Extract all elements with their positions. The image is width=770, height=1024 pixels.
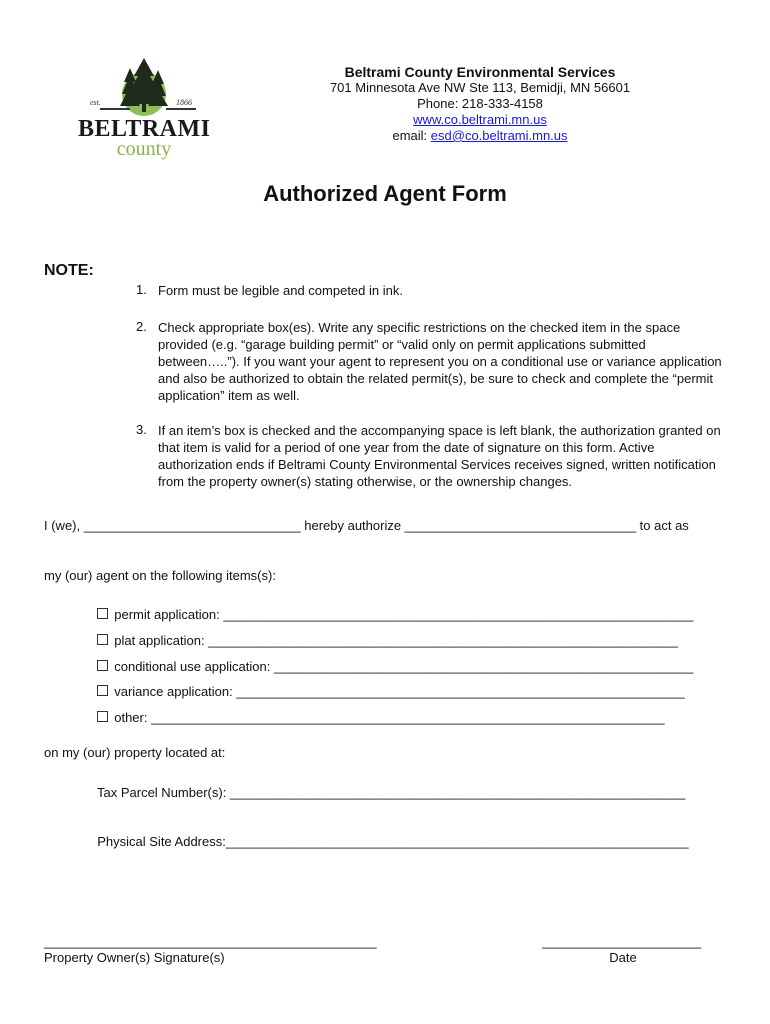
item-blank[interactable]: ______________________________________________________________ bbox=[236, 684, 685, 699]
email-link[interactable]: esd@co.beltrami.mn.us bbox=[430, 128, 568, 143]
item-label: conditional use application: bbox=[114, 659, 274, 674]
signature-label: Property Owner(s) Signature(s) bbox=[44, 950, 225, 965]
item-blank[interactable]: _________________________________________________________________ bbox=[208, 633, 679, 648]
site-address-row[interactable] bbox=[90, 819, 689, 849]
website-link[interactable]: www.co.beltrami.mn.us bbox=[413, 112, 547, 127]
item-label: plat application: bbox=[114, 633, 209, 648]
property-intro: on my (our) property located at: bbox=[44, 745, 226, 760]
date-field[interactable]: ______________________ bbox=[542, 934, 702, 949]
header-block bbox=[300, 64, 660, 144]
tax-parcel-field[interactable]: _______________________________________________________________ bbox=[229, 785, 686, 800]
checkbox-icon[interactable] bbox=[97, 711, 108, 722]
note-3-text: If an item’s box is checked and the accompanying space is left blank, the authorization granted on that item is valid for a period of one year from the date of signature on this form. Active authorization ends if Beltrami County Environmental Services receives signed, written notification from the property owner(s) stating otherwise, or the ownership changes. bbox=[158, 423, 721, 489]
item-label: other: bbox=[114, 710, 152, 725]
authorize-line[interactable]: I (we), ______________________________ hereby authorize ________________________________ to act as bbox=[44, 518, 689, 533]
site-address-label: Physical Site Address: bbox=[97, 834, 226, 849]
tax-parcel-row[interactable] bbox=[90, 770, 685, 800]
org-phone: Phone: 218-333-4158 bbox=[417, 96, 543, 111]
signature-field[interactable]: ______________________________________________ bbox=[44, 934, 377, 949]
site-address-field[interactable]: ________________________________________________________________ bbox=[225, 834, 689, 849]
item-label: permit application: bbox=[114, 607, 224, 622]
tax-parcel-label: Tax Parcel Number(s): bbox=[97, 785, 230, 800]
item-label: variance application: bbox=[114, 684, 237, 699]
pine-trees-icon bbox=[114, 58, 174, 114]
org-address: 701 Minnesota Ave NW Ste 113, Bemidji, MN 56601 bbox=[329, 80, 631, 95]
date-label: Date bbox=[609, 950, 637, 965]
form-title: Authorized Agent Form bbox=[263, 181, 507, 206]
item-blank[interactable]: __________________________________________________________ bbox=[273, 659, 694, 674]
note-1-num: 1. bbox=[136, 282, 147, 297]
logo-swoosh-left bbox=[100, 108, 130, 110]
item-blank[interactable]: _________________________________________________________________ bbox=[223, 607, 694, 622]
logo-swoosh-right bbox=[166, 108, 196, 110]
county-logo bbox=[62, 52, 220, 170]
logo-name: BELTRAMI bbox=[78, 116, 211, 142]
email-label: email: bbox=[392, 128, 428, 143]
note-2-text: Check appropriate box(es). Write any specific restrictions on the checked item in the space provided (e.g. “garage building permit” or “valid only on permit applications submitted between…..”). If you want your agent to represent you on a conditional use or variance application and also be authorized to obtain the related permit(s), be sure to check and complete the “permit application” item as well. bbox=[158, 320, 722, 403]
org-name: Beltrami County Environmental Services bbox=[344, 64, 616, 80]
note-2-num: 2. bbox=[136, 319, 147, 334]
item-blank[interactable]: _______________________________________________________________________ bbox=[151, 710, 665, 725]
agent-intro: my (our) agent on the following items(s): bbox=[44, 568, 276, 583]
logo-county: county bbox=[116, 138, 172, 160]
logo-year: 1866 bbox=[176, 98, 192, 107]
note-3-num: 3. bbox=[136, 422, 147, 437]
note-1-text: Form must be legible and competed in ink. bbox=[158, 283, 403, 298]
email-row bbox=[300, 128, 660, 144]
logo-est: est. bbox=[90, 98, 101, 107]
item-other[interactable] bbox=[90, 695, 664, 725]
note-label: NOTE: bbox=[44, 262, 94, 279]
